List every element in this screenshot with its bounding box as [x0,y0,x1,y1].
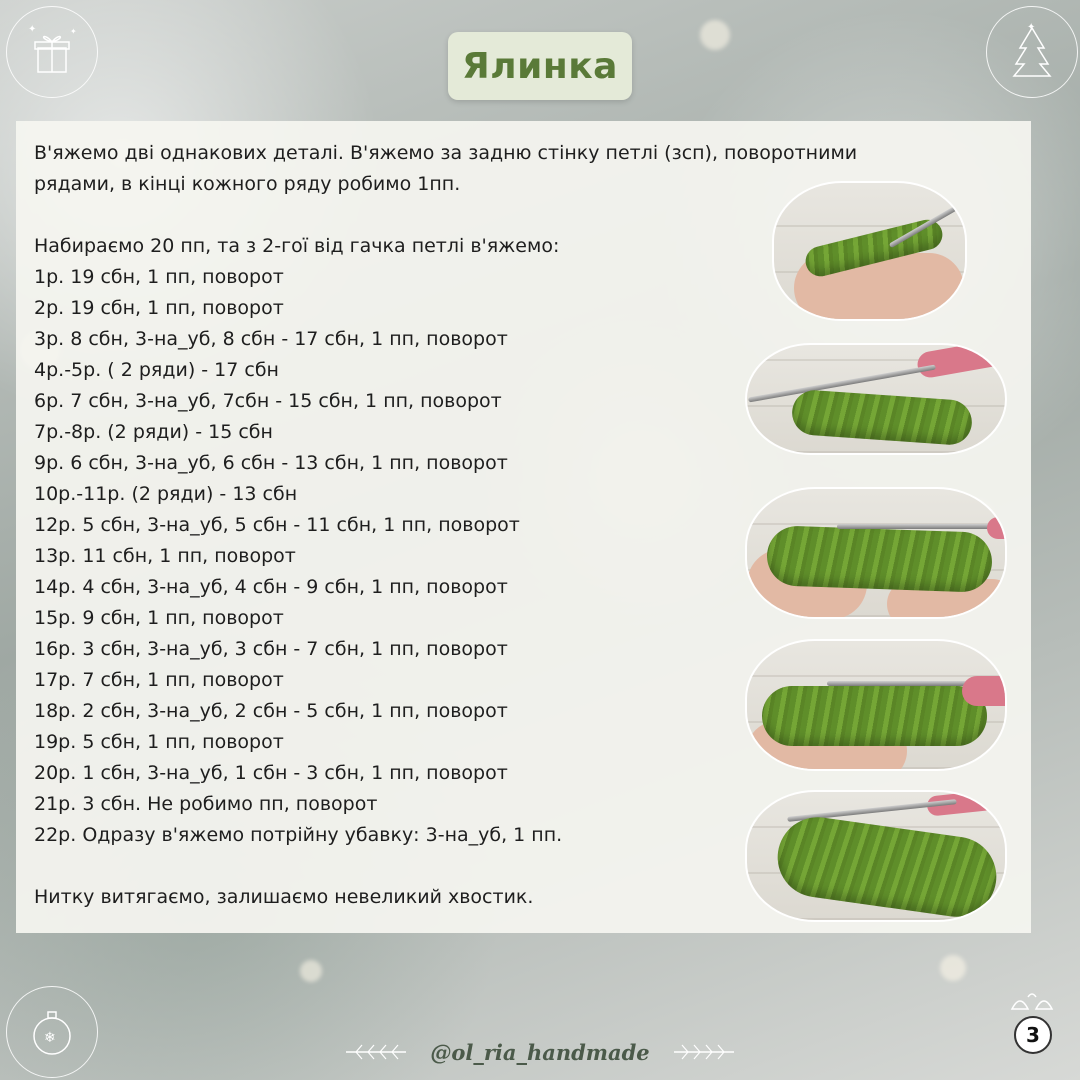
page-title: Ялинка [462,45,618,87]
author-handle: @ol_ria_handmade [430,1040,650,1065]
row-instruction: 22р. Одразу в'яжемо потрійну убавку: 3-на_уб, 1 пп. [34,824,563,846]
row-instruction: 18р. 2 сбн, 3-на_уб, 2 сбн - 5 сбн, 1 пп, поворот [34,700,508,722]
row-instruction: 20р. 1 сбн, 3-на_уб, 1 сбн - 3 сбн, 1 пп, поворот [34,762,508,784]
row-instruction: 9р. 6 сбн, 3-на_уб, 6 сбн - 13 сбн, 1 пп, поворот [34,452,508,474]
intro-line: рядами, в кінці кожного ряду робимо 1пп. [34,173,461,195]
sprig-right-icon [674,1042,734,1062]
step-photo-4 [745,639,1007,771]
row-instruction: 1р. 19 сбн, 1 пп, поворот [34,266,284,288]
row-instruction: 15р. 9 сбн, 1 пп, поворот [34,607,284,629]
gift-ornament-icon [6,6,98,98]
row-instruction: 10р.-11р. (2 ряди) - 13 сбн [34,483,298,505]
page-number: 3 [1014,1016,1052,1054]
row-instruction: 4р.-5р. ( 2 ряди) - 17 сбн [34,359,279,381]
bokeh-light [940,955,966,981]
row-instruction: 2р. 19 сбн, 1 пп, поворот [34,297,284,319]
outro-instruction: Нитку витягаємо, залишаємо невеликий хвостик. [34,886,534,908]
christmas-tree-icon [986,6,1078,98]
row-instruction: 3р. 8 сбн, 3-на_уб, 8 сбн - 17 сбн, 1 пп, поворот [34,328,508,350]
row-instruction: 14р. 4 сбн, 3-на_уб, 4 сбн - 9 сбн, 1 пп, поворот [34,576,508,598]
bokeh-light [300,960,322,982]
title-badge [448,32,632,100]
row-instruction: 16р. 3 сбн, 3-на_уб, 3 сбн - 7 сбн, 1 пп, поворот [34,638,508,660]
row-instruction: 19р. 5 сбн, 1 пп, поворот [34,731,284,753]
row-instruction: 17р. 7 сбн, 1 пп, поворот [34,669,284,691]
svg-text:❄: ❄ [44,1030,56,1046]
step-photo-1 [772,181,967,321]
row-instruction: 21р. 3 сбн. Не робимо пп, поворот [34,793,378,815]
row-instruction: 6р. 7 сбн, 3-на_уб, 7сбн - 15 сбн, 1 пп, поворот [34,390,502,412]
step-photo-5 [745,790,1007,922]
svg-text:✦: ✦ [1027,22,1036,33]
row-instruction: 12р. 5 сбн, 3-на_уб, 5 сбн - 11 сбн, 1 пп, поворот [34,514,520,536]
start-instruction: Набираємо 20 пп, та з 2-гої від гачка петлі в'яжемо: [34,235,560,257]
row-instruction: 13р. 11 сбн, 1 пп, поворот [34,545,296,567]
step-photo-2 [745,343,1007,455]
bokeh-light [700,20,730,50]
step-photo-3 [745,487,1007,619]
intro-line: В'яжемо дві однакових деталі. В'яжемо за задню стінку петлі (зсп), поворотними [34,142,858,164]
row-instruction: 7р.-8р. (2 ряди) - 15 сбн [34,421,273,443]
svg-text:✦: ✦ [28,24,37,35]
svg-text:✦: ✦ [70,27,77,36]
